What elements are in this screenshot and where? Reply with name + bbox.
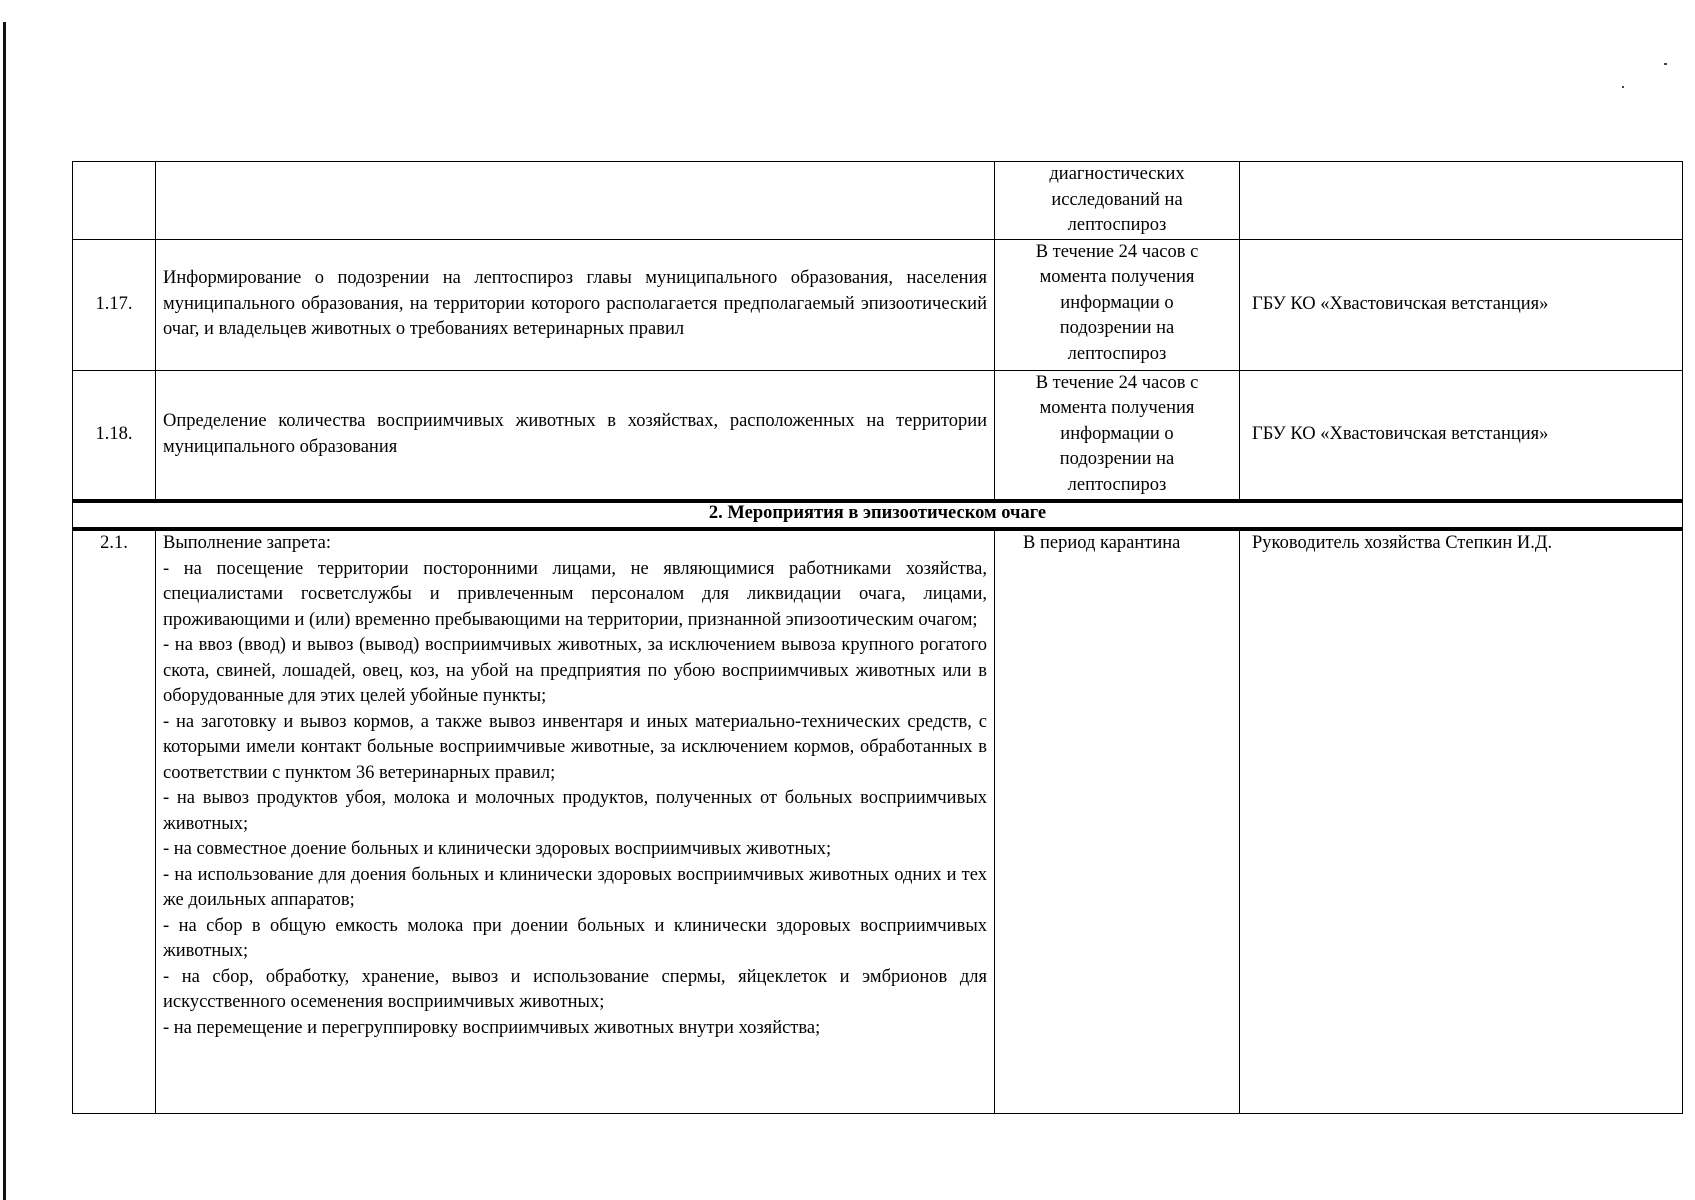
row-number: 2.1.	[73, 529, 156, 1113]
section-heading-row	[73, 501, 1683, 529]
activity-line: - на вывоз продуктов убоя, молока и молочных продуктов, полученных от больных восприимчивых животных;	[163, 788, 987, 834]
term-line: информации о	[1060, 423, 1174, 444]
activity-line: - на перемещение и перегруппировку восприимчивых животных внутри хозяйства;	[163, 1017, 821, 1038]
term-lines	[998, 371, 1236, 499]
activity-text: Определение количества восприимчивых животных в хозяйствах, расположенных на территории муниципального образования	[156, 370, 995, 501]
term-line: В течение 24 часов с	[1035, 241, 1199, 262]
activity-line: - на заготовку и вывоз кормов, а также вывоз инвентаря и иных материально-технических средств, с которыми имели контакт больные восприимчивые животные, за исключением кормов, обработанных в соответствии с пунктом 36 ветеринарных правил;	[163, 711, 987, 783]
responsible-cell	[1240, 162, 1683, 240]
page-left-edge-line	[3, 22, 6, 1200]
activity-cell	[156, 529, 995, 1113]
row-number: 1.18.	[73, 370, 156, 501]
table-row-1-18	[73, 370, 1683, 501]
term-line: момента получения	[1039, 267, 1195, 287]
responsible-text: Руководитель хозяйства Степкин И.Д.	[1240, 529, 1683, 1113]
term-cell	[995, 239, 1240, 370]
term-cell	[995, 162, 1240, 240]
row-number: 1.17.	[73, 239, 156, 370]
table-row-1-17	[73, 239, 1683, 370]
num-cell	[73, 162, 156, 240]
term-line: информации о	[1060, 292, 1174, 313]
term-line: лептоспироз	[1067, 474, 1167, 495]
scan-speck	[1664, 63, 1667, 65]
section-title: 2. Мероприятия в эпизоотическом очаге	[73, 501, 1683, 529]
term-line: подозрении на	[1059, 318, 1175, 338]
activity-line: - на использование для доения больных и клинически здоровых восприимчивых животных одних и тех же доильных аппаратов;	[163, 864, 987, 910]
activity-line: Выполнение запрета:	[163, 533, 331, 553]
scan-speck	[1622, 86, 1624, 88]
term-line: момента получения	[1039, 398, 1195, 418]
activity-line: - на совместное доение больных и клинически здоровых восприимчивых животных;	[163, 839, 832, 859]
term-line: исследований на	[1051, 189, 1183, 210]
activity-line: - на сбор, обработку, хранение, вывоз и использование спермы, яйцеклеток и эмбрионов для искусственного осеменения восприимчивых животных;	[163, 966, 987, 1012]
table-row-continuation	[73, 162, 1683, 240]
term-lines	[998, 162, 1236, 239]
term-lines	[998, 240, 1236, 368]
responsible-text: ГБУ КО «Хвастовичская ветстанция»	[1240, 239, 1683, 370]
term-cell	[995, 370, 1240, 501]
activity-cell	[156, 162, 995, 240]
activity-line: - на сбор в общую емкость молока при доении больных и клинически здоровых восприимчивых животных;	[163, 915, 987, 961]
term-line: лептоспироз	[1067, 215, 1167, 235]
responsible-text: ГБУ КО «Хвастовичская ветстанция»	[1240, 370, 1683, 501]
term-line: В течение 24 часов с	[1035, 372, 1199, 393]
measures-table	[72, 161, 1683, 1114]
activity-line: - на ввоз (ввод) и вывоз (вывод) восприимчивых животных, за исключением вывоза крупного рогатого скота, свиней, лошадей, овец, коз, на убой на предприятия по убою восприимчивых животных или в оборудованные для этих целей убойные пункты;	[163, 635, 987, 706]
term-line: диагностических	[1049, 164, 1185, 184]
activity-line: - на посещение территории посторонними лицами, не являющимися работниками хозяйства, специалистами госветслужбы и привлеченным персоналом для ликвидации очага, лицами, проживающими и (или) временно пребывающими на территории, признанной эпизоотическим очагом;	[163, 558, 987, 630]
term-line: лептоспироз	[1067, 343, 1167, 364]
term-text: В период карантина	[995, 529, 1240, 1113]
activity-text: Информирование о подозрении на лептоспироз главы муниципального образования, населения муниципального образования, на территории которого располагается предполагаемый эпизоотический очаг, и владельцев животных о требованиях ветеринарных правил	[156, 239, 995, 370]
term-line: подозрении на	[1059, 449, 1175, 469]
table-row-2-1	[73, 529, 1683, 1113]
